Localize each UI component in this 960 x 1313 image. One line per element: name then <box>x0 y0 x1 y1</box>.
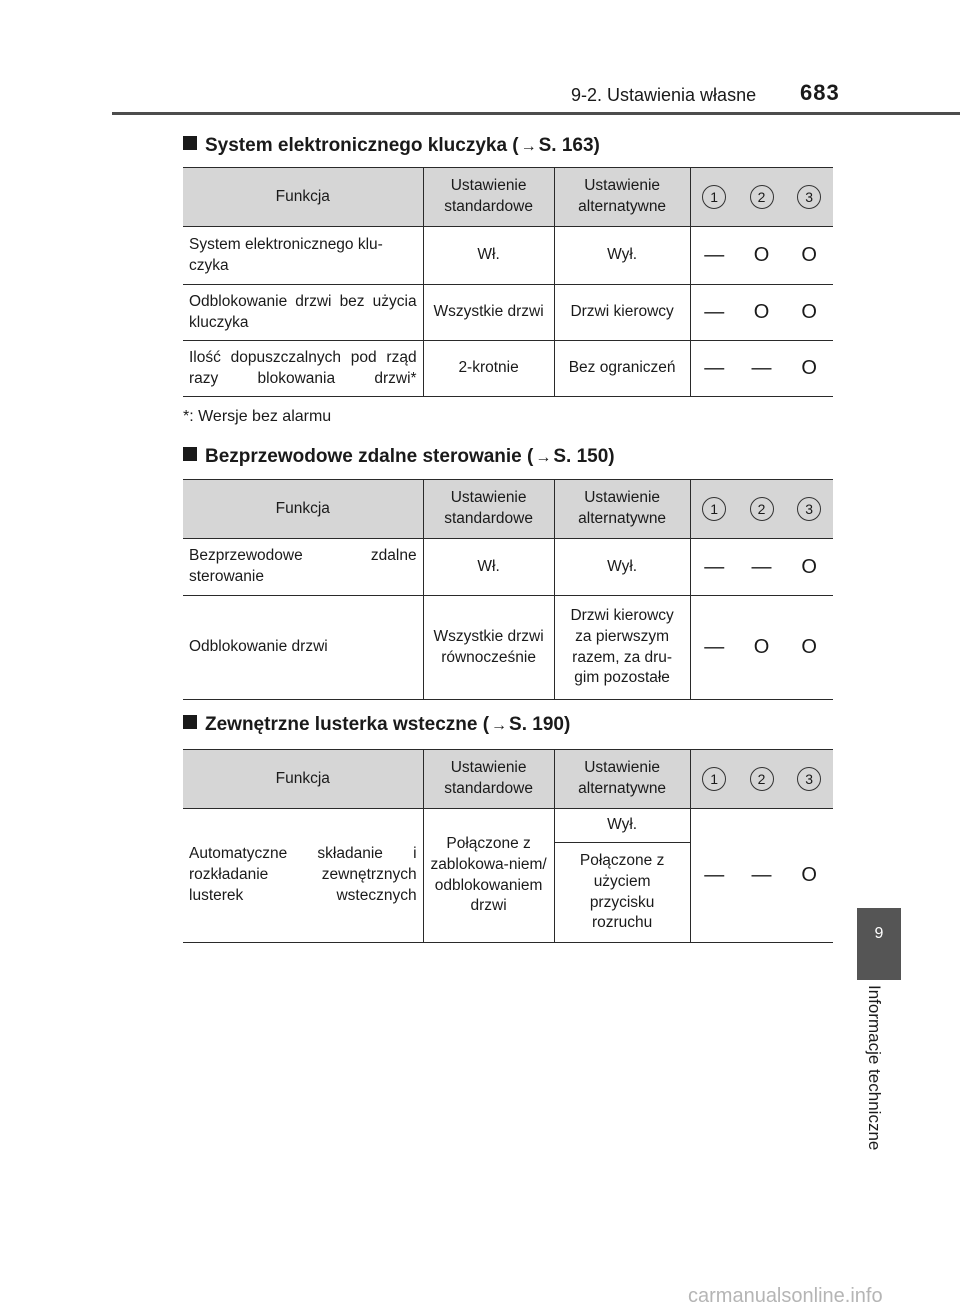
cell-function: Automatyczne składanie i rozkładanie zewnętrznych lusterek wstecznych <box>183 809 423 943</box>
cell-alternative-off: Wył. <box>554 809 690 843</box>
cell-method-2: — <box>738 341 786 397</box>
column-header-method-2 <box>738 750 786 809</box>
method-1-icon: 1 <box>702 497 726 521</box>
header-divider <box>112 112 960 115</box>
table-header-row <box>183 480 833 539</box>
cell-method-2: — <box>738 539 786 596</box>
table-row <box>183 809 833 843</box>
cell-method-2: O <box>738 227 786 285</box>
chapter-label: Informacje techniczne <box>865 985 884 1151</box>
arrow-right-icon: → <box>535 449 552 466</box>
cell-method-2: O <box>738 596 786 700</box>
cell-alternative: Wył. <box>554 227 690 285</box>
method-2-icon: 2 <box>750 767 774 791</box>
cell-method-3: O <box>785 227 833 285</box>
table-row <box>183 539 833 596</box>
column-header-default: Ustawienie standardowe <box>423 750 554 809</box>
cell-alternative: Drzwi kierowcy za pierwszym razem, za dru-gim pozostałe <box>554 596 690 700</box>
cell-method-1: — <box>690 596 738 700</box>
method-3-icon: 3 <box>797 185 821 209</box>
chapter-tab <box>857 908 901 980</box>
cell-function: Bezprzewodowe zdalne sterowanie <box>183 539 423 596</box>
section-title-mirrors: Zewnętrzne lusterka wsteczne ( → S. 190) <box>183 714 570 736</box>
cell-method-3: O <box>785 539 833 596</box>
table-header-row <box>183 168 833 227</box>
column-header-alternative: Ustawienie alternatywne <box>554 168 690 227</box>
cell-default: Wł. <box>423 539 554 596</box>
section-bullet-icon <box>183 715 197 729</box>
arrow-right-icon: → <box>520 138 537 155</box>
cell-function: System elektronicznego klu-czyka <box>183 227 423 285</box>
method-3-icon: 3 <box>797 767 821 791</box>
smart-key-table <box>183 167 833 397</box>
cell-method-1: — <box>690 539 738 596</box>
table-header-row <box>183 750 833 809</box>
cell-alternative: Drzwi kierowcy <box>554 285 690 341</box>
table-row <box>183 227 833 285</box>
column-header-method-2 <box>738 168 786 227</box>
cell-function: Ilość dopuszczalnych pod rząd razy blokowania drzwi* <box>183 341 423 397</box>
section-bullet-icon <box>183 447 197 461</box>
footnote: *: Wersje bez alarmu <box>183 408 332 425</box>
column-header-function: Funkcja <box>183 168 423 227</box>
column-header-default: Ustawienie standardowe <box>423 480 554 539</box>
column-header-method-2 <box>738 480 786 539</box>
column-header-method-1 <box>690 480 738 539</box>
cell-method-1: — <box>690 341 738 397</box>
running-header-section: 9-2. Ustawienia własne <box>571 85 757 105</box>
cell-method-3: O <box>785 285 833 341</box>
column-header-method-1 <box>690 750 738 809</box>
column-header-function: Funkcja <box>183 480 423 539</box>
cell-function: Odblokowanie drzwi bez użycia kluczyka <box>183 285 423 341</box>
cell-default: Wł. <box>423 227 554 285</box>
cell-method-1: — <box>690 285 738 341</box>
watermark: carmanualsonline.info <box>688 1285 883 1307</box>
cell-alternative: Wył. <box>554 539 690 596</box>
column-header-default: Ustawienie standardowe <box>423 168 554 227</box>
column-header-alternative: Ustawienie alternatywne <box>554 750 690 809</box>
section-title-smart-key: System elektronicznego kluczyka ( → S. 163) <box>183 135 600 157</box>
page-number: 683 <box>800 80 840 105</box>
cell-method-2: O <box>738 285 786 341</box>
cell-default: Wszystkie drzwi <box>423 285 554 341</box>
table-row <box>183 596 833 700</box>
column-header-method-3 <box>785 750 833 809</box>
cell-function: Odblokowanie drzwi <box>183 596 423 700</box>
arrow-right-icon: → <box>491 717 508 734</box>
column-header-method-3 <box>785 168 833 227</box>
cell-default: Wszystkie drzwi równocześnie <box>423 596 554 700</box>
table-row <box>183 341 833 397</box>
cell-method-3: O <box>785 341 833 397</box>
section-title-remote-control: Bezprzewodowe zdalne sterowanie ( → S. 150) <box>183 446 615 468</box>
cell-alternative: Bez ograniczeń <box>554 341 690 397</box>
method-2-icon: 2 <box>750 497 774 521</box>
cell-method-3: O <box>785 809 833 943</box>
cell-method-1: — <box>690 227 738 285</box>
chapter-number: 9 <box>874 925 884 942</box>
column-header-method-1 <box>690 168 738 227</box>
method-1-icon: 1 <box>702 185 726 209</box>
table-row <box>183 285 833 341</box>
section-bullet-icon <box>183 136 197 150</box>
cell-method-2: — <box>738 809 786 943</box>
remote-control-table <box>183 479 833 700</box>
mirrors-table <box>183 749 833 943</box>
column-header-method-3 <box>785 480 833 539</box>
cell-method-1: — <box>690 809 738 943</box>
method-3-icon: 3 <box>797 497 821 521</box>
cell-default: Połączone z zablokowa-niem/ odblokowaniem drzwi <box>423 809 554 943</box>
cell-method-3: O <box>785 596 833 700</box>
column-header-alternative: Ustawienie alternatywne <box>554 480 690 539</box>
method-2-icon: 2 <box>750 185 774 209</box>
column-header-function: Funkcja <box>183 750 423 809</box>
method-1-icon: 1 <box>702 767 726 791</box>
cell-default: 2-krotnie <box>423 341 554 397</box>
cell-alternative-start-button: Połączone z użyciem przycisku rozruchu <box>554 843 690 943</box>
